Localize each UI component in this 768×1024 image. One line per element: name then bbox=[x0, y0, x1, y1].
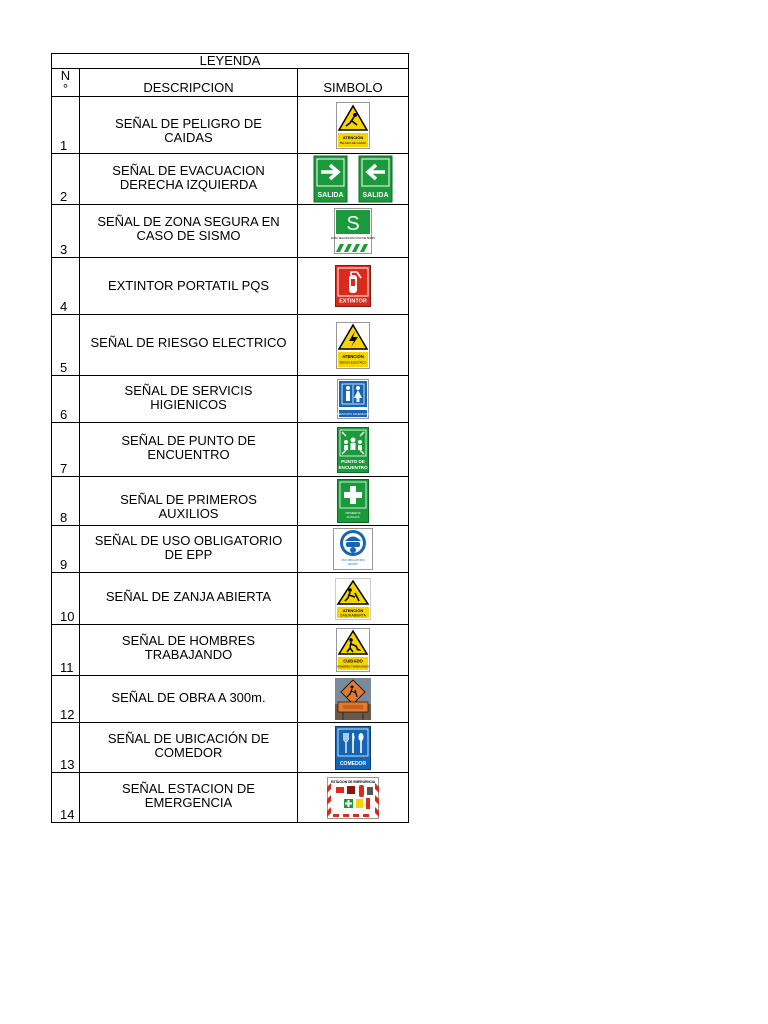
svg-text:ENCUENTRO: ENCUENTRO bbox=[338, 464, 368, 470]
row-description: SEÑAL DE PELIGRO DE CAIDAS bbox=[115, 116, 262, 145]
table-row bbox=[52, 97, 409, 154]
row-number: 3 bbox=[52, 205, 80, 258]
row-number: 7 bbox=[52, 423, 80, 477]
dining-sign-icon bbox=[335, 726, 371, 770]
table-row bbox=[52, 205, 409, 258]
row-description: SEÑAL DE ZONA SEGURA EN CASO DE SISMO bbox=[97, 214, 280, 243]
svg-text:ZANJA ABIERTA: ZANJA ABIERTA bbox=[340, 613, 366, 617]
svg-text:SALIDA: SALIDA bbox=[362, 192, 389, 199]
table-row bbox=[52, 423, 409, 477]
table-row bbox=[52, 315, 409, 376]
svg-text:USO OBLIGATORIO: USO OBLIGATORIO bbox=[341, 559, 365, 562]
table-row bbox=[52, 625, 409, 676]
row-description: EXTINTOR PORTATIL PQS bbox=[107, 278, 270, 293]
row-description: SEÑAL DE HOMBRES TRABAJANDO bbox=[121, 633, 256, 662]
row-description: SEÑAL DE PUNTO DE ENCUENTRO bbox=[121, 433, 256, 462]
row-description: SEÑAL DE PRIMEROS AUXILIOS bbox=[120, 492, 257, 521]
row-description: SEÑAL DE USO OBLIGATORIO DE EPP bbox=[94, 533, 283, 562]
svg-text:COMEDOR: COMEDOR bbox=[339, 760, 367, 767]
svg-text:PRIMEROS: PRIMEROS bbox=[345, 511, 361, 515]
svg-text:SERVICIOS HIGIENICOS: SERVICIOS HIGIENICOS bbox=[336, 412, 370, 416]
svg-text:CUIDADO: CUIDADO bbox=[343, 658, 363, 664]
row-number: 9 bbox=[52, 526, 80, 573]
svg-text:PUNTO DE: PUNTO DE bbox=[341, 458, 365, 464]
row-number: 4 bbox=[52, 258, 80, 315]
row-description: SEÑAL DE UBICACIÓN DE COMEDOR bbox=[107, 731, 270, 760]
svg-text:ATENCIÓN: ATENCIÓN bbox=[342, 134, 364, 140]
roadwork-sign-icon bbox=[335, 678, 371, 720]
legend-title: LEYENDA bbox=[52, 54, 409, 69]
row-number: 2 bbox=[52, 154, 80, 205]
svg-text:PELIGRO DE CAIDAS: PELIGRO DE CAIDAS bbox=[339, 141, 367, 145]
restroom-sign-icon bbox=[337, 379, 369, 419]
svg-text:ZONA SEGURA EN CASO DE SISMO: ZONA SEGURA EN CASO DE SISMO bbox=[330, 237, 376, 240]
svg-text:HOMBRES TRABAJANDO: HOMBRES TRABAJANDO bbox=[336, 665, 370, 669]
meeting-point-sign-icon bbox=[337, 427, 369, 473]
row-description: SEÑAL DE SERVICIS HIGIENICOS bbox=[124, 383, 253, 412]
svg-text:ESTACION DE EMERGENCIA: ESTACION DE EMERGENCIA bbox=[330, 779, 376, 784]
symbol-column-header: SIMBOLO bbox=[298, 69, 409, 97]
row-description: SEÑAL DE EVACUACION DERECHA IZQUIERDA bbox=[112, 163, 265, 192]
table-row bbox=[52, 376, 409, 423]
electric-hazard-sign-icon bbox=[336, 322, 370, 369]
row-number: 12 bbox=[52, 676, 80, 723]
table-row bbox=[52, 477, 409, 526]
table-row bbox=[52, 526, 409, 573]
row-number: 8 bbox=[52, 477, 80, 526]
svg-text:DE EPP: DE EPP bbox=[348, 563, 358, 566]
svg-text:ATENCIÓN: ATENCIÓN bbox=[342, 607, 364, 613]
row-number: 11 bbox=[52, 625, 80, 676]
svg-text:RIESGO ELECTRICO: RIESGO ELECTRICO bbox=[339, 361, 367, 364]
table-row bbox=[52, 723, 409, 773]
emergency-station-sign-icon bbox=[327, 777, 379, 819]
svg-text:AUXILIOS: AUXILIOS bbox=[346, 515, 360, 519]
ppe-mandatory-sign-icon bbox=[333, 528, 373, 570]
svg-text:ATENCIÓN: ATENCIÓN bbox=[342, 353, 364, 359]
row-number: 13 bbox=[52, 723, 80, 773]
exit-arrows-sign-icon bbox=[313, 155, 393, 203]
row-number: 6 bbox=[52, 376, 80, 423]
row-number: 10 bbox=[52, 573, 80, 625]
row-description: SEÑAL DE RIESGO ELECTRICO bbox=[90, 335, 287, 350]
first-aid-sign-icon bbox=[337, 479, 369, 523]
table-row bbox=[52, 258, 409, 315]
safe-zone-sign-icon bbox=[330, 208, 376, 254]
table-row bbox=[52, 773, 409, 823]
description-column-header: DESCRIPCION bbox=[80, 69, 298, 97]
row-number: 14 bbox=[52, 773, 80, 823]
svg-text:EXTINTOR: EXTINTOR bbox=[339, 298, 367, 305]
row-number: 5 bbox=[52, 315, 80, 376]
men-working-sign-icon bbox=[336, 628, 370, 672]
row-description: SEÑAL DE ZANJA ABIERTA bbox=[105, 589, 272, 604]
table-row bbox=[52, 573, 409, 625]
row-description: SEÑAL ESTACION DE EMERGENCIA bbox=[122, 781, 255, 810]
open-trench-sign-icon bbox=[335, 578, 371, 620]
legend-table bbox=[51, 53, 409, 823]
table-row bbox=[52, 676, 409, 723]
number-column-header: N ° bbox=[52, 69, 80, 97]
fall-hazard-sign-icon bbox=[336, 102, 370, 149]
fire-extinguisher-sign-icon bbox=[335, 265, 371, 307]
row-number: 1 bbox=[52, 97, 80, 154]
svg-text:S: S bbox=[346, 213, 360, 235]
row-description: SEÑAL DE OBRA A 300m. bbox=[111, 690, 266, 705]
svg-text:SALIDA: SALIDA bbox=[317, 192, 344, 199]
table-row bbox=[52, 154, 409, 205]
